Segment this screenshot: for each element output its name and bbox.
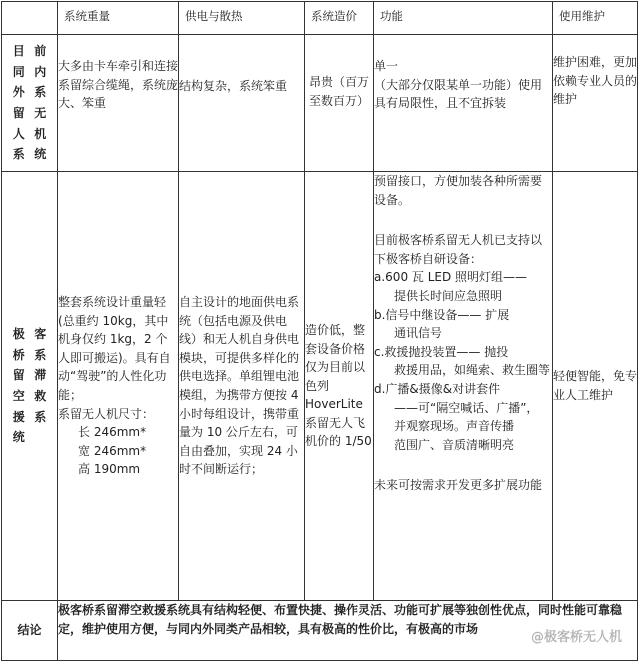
geekbridge-maintenance: 轻便智能，免专业人工维护: [553, 172, 638, 601]
header-row: [2, 2, 638, 35]
header-weight: 系统重量: [58, 2, 179, 35]
header-maintenance: 使用维护: [553, 2, 638, 35]
row-geekbridge-system: [2, 172, 638, 601]
existing-weight: 大多由卡车牵引和连接系留综合缆绳，系统庞大、笨重: [58, 35, 179, 172]
comparison-table: [1, 1, 638, 661]
row-label-geekbridge: 极 客 桥 系 留 滞 空 救 援 系 统: [2, 172, 58, 601]
header-cost: 系统造价: [305, 2, 374, 35]
geekbridge-cost: 造价低，整套设备价格仅为目前以色列 HoverLite 系留无人飞机价的 1/50: [305, 172, 374, 601]
row-existing-systems: [2, 35, 638, 172]
watermark: @极客桥无人机: [530, 630, 622, 645]
header-power: 供电与散热: [179, 2, 305, 35]
header-function: 功能: [374, 2, 553, 35]
geekbridge-power: 自主设计的地面供电系统（包括电源及供电线）和无人机自身供电模块，可提供多样化的供电选择。单组锂电池模组，为携带方便按 4 小时每组设计，携带重量为 10 公斤左右，可自由叠加，实现 24 小时不间断运行；: [179, 172, 305, 601]
header-corner: [2, 2, 58, 35]
row-label-existing: 目 前 同 内 外 系 留 无 人 机 系 统: [2, 35, 58, 172]
existing-maintenance: 维护困难，更加依赖专业人员的维护: [553, 35, 638, 172]
geekbridge-function: 预留接口，方便加装各种所需要设备。 目前极客桥系留无人机已支持以下极客桥自研设备： a.600 瓦 LED 照明灯组—— 提供长时间应急照明 b.信号中继设备—— 扩展 通讯信号 c.救援抛投装置—— 抛投 救援用品，如绳索、救生圈等 d.广播&摄像&对讲套件 ——可“隔空喊话、广播”， 并观察现场。声音传播 范围广、音质清晰明亮 未来可按需求开发更多扩展功能: [374, 172, 553, 601]
existing-cost: 昂贵（百万至数百万）: [305, 35, 374, 172]
existing-power: 结构复杂，系统笨重: [179, 35, 305, 172]
geekbridge-weight: 整套系统设计重量轻(总重约 10kg，其中机身仅约 1kg，2 个人即可搬运)。具有自动“驾驶”的人性化功能； 系留无人机尺寸： 长 246mm* 宽 246mm* 高 190mm: [58, 172, 179, 601]
conclusion-label: 结论: [2, 601, 58, 661]
conclusion-text: 极客桥系留滞空救援系统具有结构轻便、布置快捷、操作灵活、功能可扩展等独创性优点，同时性能可靠稳定，维护使用方便，与同内外同类产品相较，具有极高的性价比，有极高的市场: [58, 601, 638, 661]
existing-function: 单一 （大部分仅限某单一功能）使用具有局限性，且不宜拆装: [374, 35, 553, 172]
